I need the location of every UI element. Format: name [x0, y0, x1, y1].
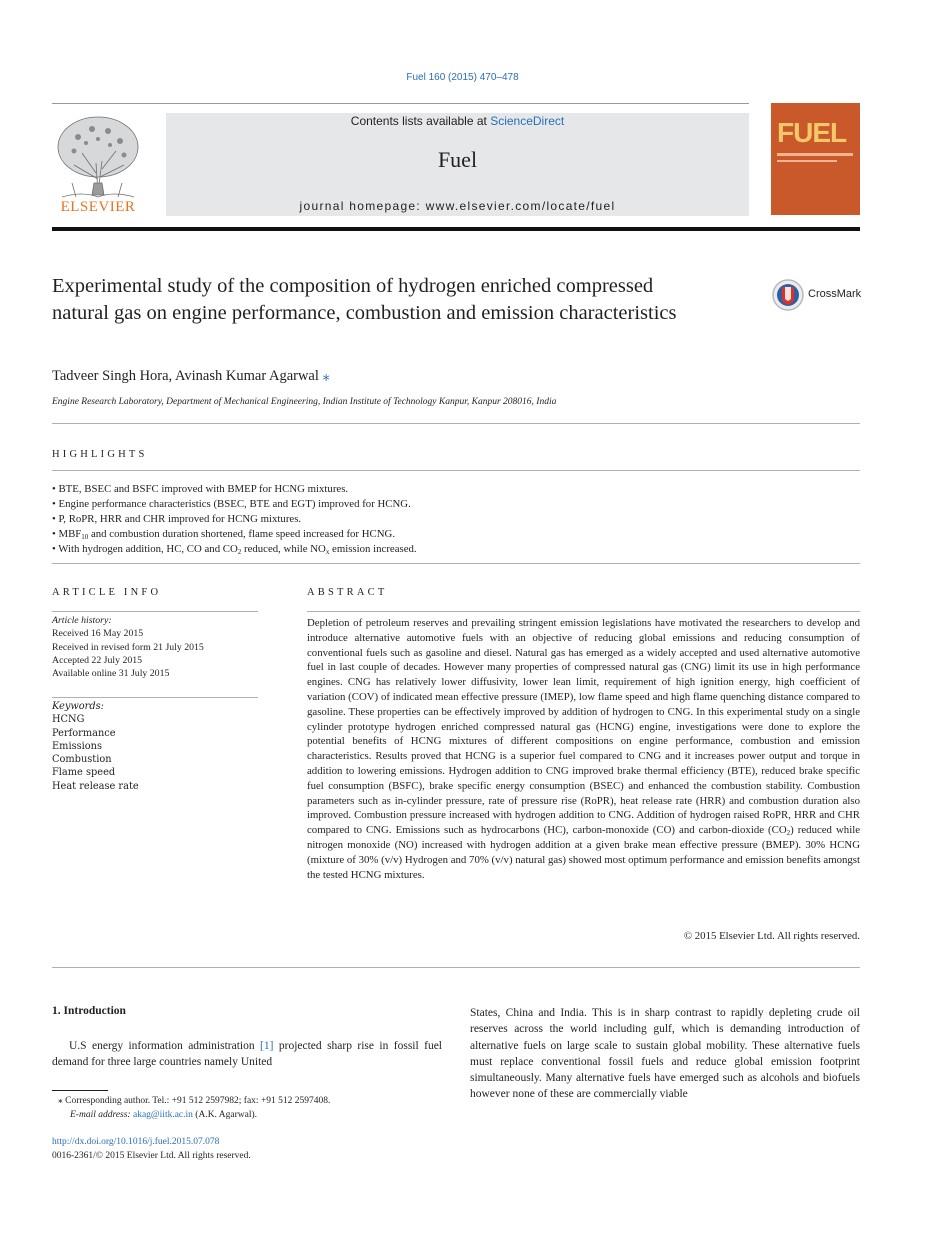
- cover-title: FUEL: [777, 117, 847, 148]
- email-note: E-mail address: akag@iitk.ac.in (A.K. Agarwal).: [70, 1110, 258, 1120]
- issn-line: 0016-2361/© 2015 Elsevier Ltd. All rights reserved.: [52, 1150, 251, 1161]
- corresponding-author-mark[interactable]: ⁎: [322, 368, 330, 384]
- affiliation: Engine Research Laboratory, Department of Mechanical Engineering, Indian Institute of Technology Kanpur, Kanpur 208016, India: [52, 397, 557, 407]
- keyword: Performance: [52, 727, 116, 739]
- list-item: • With hydrogen addition, HC, CO and $CO_2$ reduced, while $NO_x$ emission increased.: [52, 543, 417, 556]
- list-item: • $MBF_{10}$ and combustion duration shortened, flame speed increased for HCNG.: [52, 528, 396, 541]
- header-divider: [52, 103, 749, 104]
- authors: Tadveer Singh Hora, Avinash Kumar Agarwal: [52, 368, 319, 384]
- journal-cover-image[interactable]: [771, 103, 860, 215]
- contents-prefix: Contents lists available at: [350, 114, 491, 128]
- received-date: Received 16 May 2015: [52, 628, 144, 640]
- corresponding-author-note: ⁎ Corresponding author. Tel.: +91 512 2597982; fax: +91 512 2597408.: [58, 1096, 331, 1106]
- list-item: • BTE, BSEC and BSFC improved with BMEP for HCNG mixtures.: [52, 483, 349, 495]
- section-divider: [52, 423, 860, 424]
- list-item: • Engine performance characteristics (BSEC, BTE and EGT) improved for HCNG.: [52, 498, 411, 510]
- journal-homepage[interactable]: journal homepage: www.elsevier.com/locate/fuel: [299, 199, 616, 213]
- cover-subtitle-bar: [777, 153, 853, 156]
- keyword: Heat release rate: [52, 780, 139, 792]
- crossmark-badge[interactable]: [772, 279, 862, 311]
- section-divider: [52, 697, 258, 698]
- list-item: • P, RoPR, HRR and CHR improved for HCNG mixtures.: [52, 513, 302, 525]
- article-history: [52, 614, 258, 680]
- keyword: Combustion: [52, 754, 112, 766]
- crossmark-icon: [772, 279, 804, 311]
- journal-banner: [166, 113, 749, 216]
- section-heading-introduction: 1. Introduction: [52, 1005, 126, 1017]
- section-divider: [52, 563, 860, 564]
- keywords: [52, 700, 258, 793]
- section-divider: [307, 611, 860, 612]
- accepted-date: Accepted 22 July 2015: [52, 654, 143, 666]
- footnote: [52, 1094, 442, 1122]
- contents-line: [166, 114, 749, 128]
- abstract-heading: ABSTRACT: [307, 587, 388, 598]
- journal-name: Fuel: [437, 147, 478, 172]
- cover-subtitle-bar: [777, 160, 837, 162]
- publisher-name: ELSEVIER: [60, 199, 136, 215]
- introduction-paragraph: U.S energy information administration [1] projected sharp rise in fossil fuel demand for three large countries namely United: [52, 1040, 442, 1069]
- section-divider: [52, 470, 860, 471]
- abstract-body: Depletion of petroleum reserves and prevailing stringent emission legislations have motivated the researchers to develop and introduce alternative automotive fuels with an objective of reducing global emissions and reducing consumption of conventional fuels such as gasoline and diesel. Natural gas has emerged as a widely accepted and used alternative automotive fuel in last couple of decades. However many properties of compressed natural gas (CNG) limit its use in high performance engines. CNG has relatively lower diffusivity, lower lean limit, requirement of high ignition energy, high coefficient of variation (COV) of indicated mean effective pressure (IMEP), low flame speed and high flame quenching distance compared to gasoline. These properties can be effectively improved by addition of hydrogen to CNG. In this experimental study on a single cylinder prototype hydrogen enriched compressed natural gas (HCNG) engine, investigations were done to explore the potential benefits of HCNG mixtures of different compositions on engine performance, combustion and emission characteristics. Results proved that HCNG is a superior fuel compared to CNG and it increases power output and torque in addition to lowering emissions. Hydrogen addition to CNG improved brake thermal efficiency (BTE), reduced brake specific fuel consumption (BSFC), brake specific energy consumption (BSEC) and enhanced the combustion stability. Combustion parameters such as in-cylinder pressure, rate of pressure rise (RoPR), heat release rate (HRR) and combustion duration also improved. Combustion pressure increased with hydrogen addition to CNG. Addition of hydrogen raised RoPR, HRR and CHR compared to CNG. Emissions such as hydrocarbons (HC), carbon-monoxide (CO) and carbon-dioxide $(CO_2)$ reduced while nitrogen monoxide (NO) increased with hydrogen addition at a given brake mean effective pressure (BMEP). 30% HCNG (mixture of 30% (v/v) Hydrogen and 70% (v/v) natural gas) showed most optimum performance and emission benefits amongst the tested HCNG mixtures.: [307, 617, 860, 881]
- journal-citation[interactable]: Fuel 160 (2015) 470–478: [406, 72, 519, 83]
- highlights-heading: HIGHLIGHTS: [52, 449, 148, 460]
- doi-link[interactable]: http://dx.doi.org/10.1016/j.fuel.2015.07.078: [52, 1137, 220, 1147]
- section-divider: [52, 967, 860, 968]
- doi-block: [52, 1136, 251, 1163]
- keyword: HCNG: [52, 714, 85, 726]
- author-list: [52, 368, 330, 385]
- introduction-paragraph-continued: States, China and India. This is in sharp contrast to rapidly depleting crude oil reserves across the world including gulf, which is demanding introduction of alternative fuels on large scale to sustain global mobility. These alternative fuels must replace conventional fossil fuels and reduce global emission footprint simultaneously. Many alternative fuels have emerged such as alcohols and biofuels however none of these are commercially viable: [470, 1007, 860, 1101]
- article-info-heading: ARTICLE INFO: [52, 587, 162, 598]
- revised-date: Received in revised form 21 July 2015: [52, 641, 204, 653]
- article-title: Experimental study of the composition of hydrogen enriched compressed natural gas on engine performance, combustion and emission characteristics: [52, 275, 677, 324]
- highlights-list: [52, 482, 417, 557]
- keyword: Flame speed: [52, 767, 116, 779]
- keyword: Emissions: [52, 740, 102, 752]
- footnote-divider: [52, 1090, 108, 1091]
- section-divider: [52, 611, 258, 612]
- reference-link[interactable]: [1]: [260, 1040, 274, 1052]
- history-label: Article history:: [52, 615, 112, 626]
- crossmark-label: CrossMark: [808, 288, 862, 300]
- email-link[interactable]: akag@iitk.ac.in: [132, 1110, 193, 1120]
- sciencedirect-link[interactable]: ScienceDirect: [490, 114, 565, 128]
- keywords-label: Keywords:: [52, 701, 104, 712]
- header-thick-divider: [52, 227, 860, 231]
- abstract-copyright: © 2015 Elsevier Ltd. All rights reserved.: [683, 930, 860, 942]
- online-date: Available online 31 July 2015: [52, 668, 170, 680]
